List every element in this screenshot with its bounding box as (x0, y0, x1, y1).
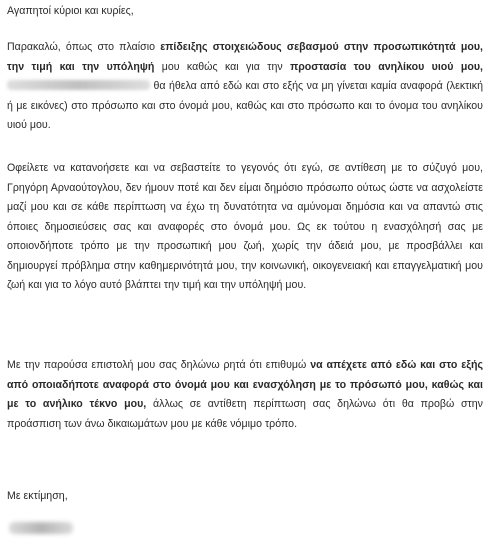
paragraph-explanation: Οφείλετε να κατανοήσετε και να σεβαστείτε το γεγονός ότι εγώ, σε αντίθεση με το σύζυγό μου, Γρηγόρη Αρναούτογλου, δεν ήμουν ποτέ και δεν είμαι δημόσιο πρόσωπο ούτως ώστε να ασχολείστε μαζί μου και σε κάθε περίπτωση να έχω τη δυνατότητα να αμύνομαι δημόσια και να απαντώ στις όποιες δημοσιεύσεις σας και αναφορές στο όνομά μου. Ως εκ τούτου η ενασχόλησή σας με οποιονδήποτε τρόπο με την προσωπική μου ζωή, χωρίς την άδειά μου, με προσβάλλει και δημιουργεί πρόβλημα στην καθημερινότητά μου, την κοινωνική, οικογενειακή και επαγγελματική μου ζωή και για το λόγο αυτό βλάπτει την τιμή και την υπόληψή μου. (7, 162, 483, 291)
greeting: Αγαπητοί κύριοι και κυρίες, (7, 5, 134, 17)
paragraph-request (7, 38, 483, 136)
p1-bold-respect: επίδειξης στοιχειώδους σεβασμού στην προσωπικότητά μου, την τιμή και την υπόληψή (7, 41, 483, 73)
paragraph-declaration (7, 356, 483, 434)
p1-text-2: μου καθώς και για την (154, 60, 291, 73)
closing: Με εκτίμηση, (7, 490, 68, 502)
p3-text-2: άλλως σε αντίθετη περίπτωση σας δηλώνω ότι θα προβώ στην προάσπιση των άνω δικαιωμάτων μου με κάθε νόμιμο τρόπο. (7, 398, 483, 430)
p1-text-3: θα ήθελα από εδώ και στο εξής να μη γίνεται καμία αναφορά (λεκτική ή με εικόνες) στο πρόσωπο και στο όνομά μου, καθώς και στο πρόσωπο και το όνομα του ανηλίκου υιού μου. (7, 80, 483, 131)
p1-text-1: Παρακαλώ, όπως στο πλαίσιο (7, 41, 161, 53)
p3-text-1: Με την παρούσα επιστολή μου σας δηλώνω ρητά ότι επιθυμώ (7, 359, 311, 371)
redacted-name (7, 80, 150, 90)
p1-bold-protection: προστασία του ανηλίκου υιού μου, (290, 60, 483, 73)
redacted-signature (9, 522, 73, 534)
p3-bold-demand: να απέχετε από εδώ και στο εξής από οποιαδήποτε αναφορά στο όνομά μου και ενασχόληση με το πρόσωπό μου, καθώς και με το ανήλικο τέκνο μου, (7, 359, 483, 410)
